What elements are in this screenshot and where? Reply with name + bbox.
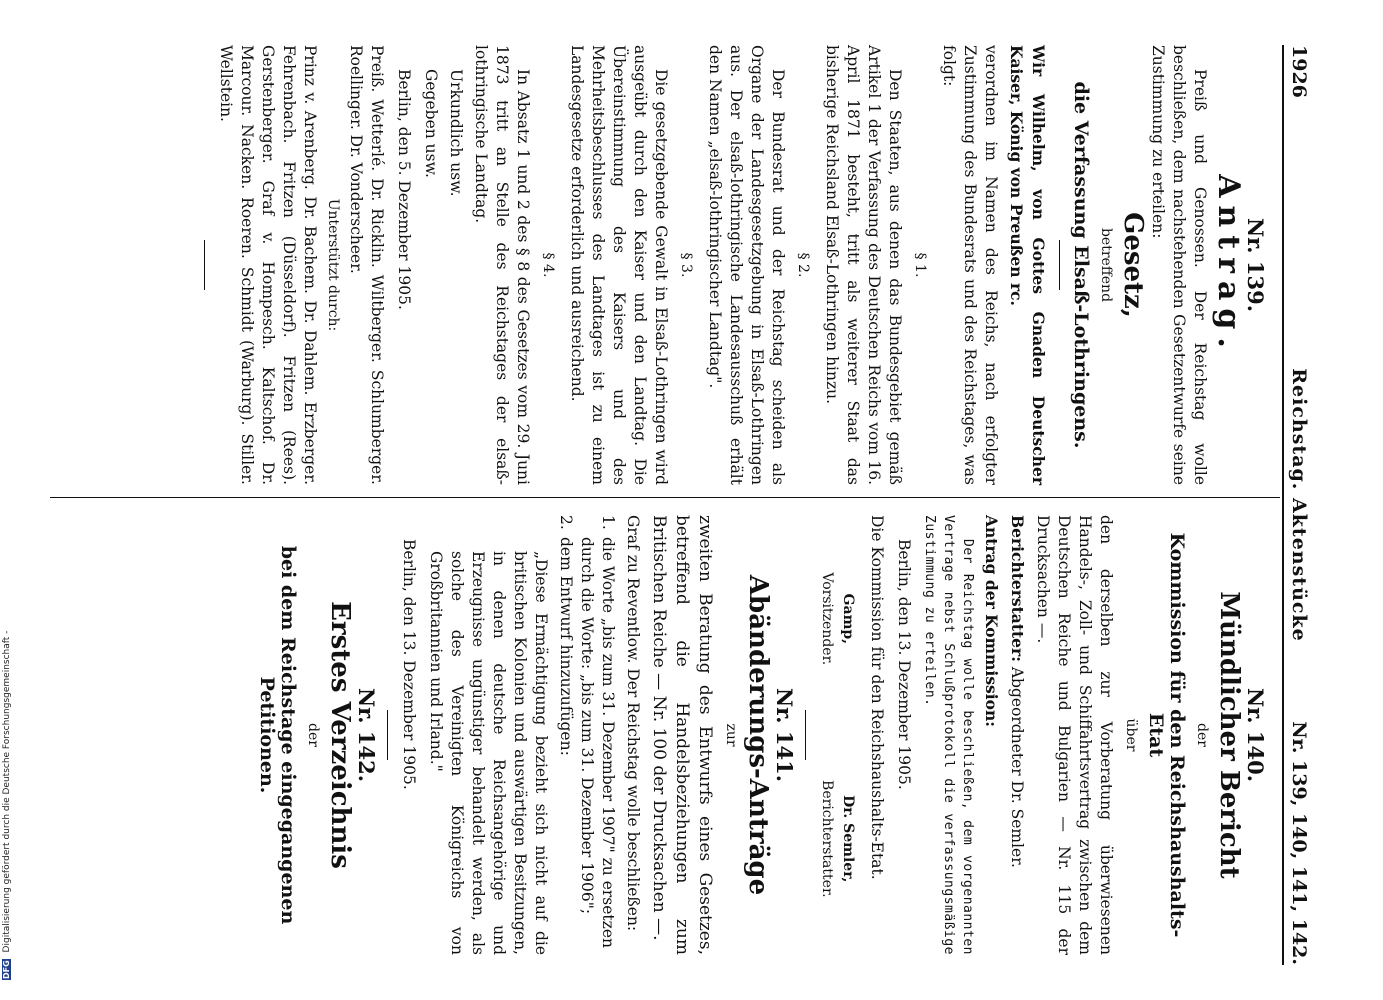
commission-motion-text: Der Reichstag wolle beschließen, dem vorgenannten Vertrage nebst Schlußprotokoll die verfassungsmäßige Zustimmung zu erteilen. — [922, 515, 975, 955]
amendment-intro: Graf zu Reventlow. Der Reichstag wolle beschließen: — [624, 515, 642, 932]
document-page — [20, 45, 1310, 965]
doc-140-number: Nr. 140. — [1243, 687, 1268, 783]
supported-by-label: Unterstützt durch: — [325, 198, 341, 332]
doc-141-date: Berlin, den 13. Dezember 1905. — [400, 539, 418, 790]
page-number: 1926 — [1288, 45, 1310, 98]
credit-text: Digitalisierung gefördert durch die Deutsche Forschungsgemeinschaft - — [2, 630, 12, 953]
section-2-label: § 2. — [795, 252, 811, 278]
commission-signature: Die Kommission für den Reichshaushalts-Etat. — [868, 515, 886, 880]
list-item: 2. dem Entwurf hinzuzufügen: — [557, 515, 575, 756]
doc-141-heading: Abänderungs-Anträge — [743, 574, 773, 896]
running-header — [1282, 45, 1310, 965]
betreffend-label: betreffend — [1098, 227, 1114, 303]
amendment-quote: „Diese Ermächtigung bezieht sich nicht auf die britischen Kolonien und auswärtigen Besitzungen, in denen deutsche Reichsangehörige und Erzeugnisse ungünstiger behandelt werden, als solche des Vereinigten Königreichs von Großbritannien und Irland." — [427, 551, 550, 955]
section-4-label: § 4. — [540, 252, 556, 278]
separator — [204, 240, 205, 290]
preamble-continued: verordnen im Namen des Reichs, nach erfolgter Zustimmung des Bundesrats und des Reichstages, was folgt: — [940, 45, 1000, 485]
der-label-2: der — [305, 723, 321, 747]
section-1-text: Den Staaten, aus denen das Bundesgebiet gemäß Artikel 1 der Verfassung des Deutschen Reichs vom 16. April 1871 besteht, tritt als weiterer Staat das bisherige Reichsland Elsaß-Lothringen hinzu. — [823, 45, 904, 485]
doc-140-date: Berlin, den 13. Dezember 1905. — [895, 539, 913, 790]
doc-139-signers: Preiß. Wetterlé. Dr. Ricklin. Wiltberger. Schlumberger. Roellinger. Dr. Vonderscheer. — [347, 45, 386, 485]
rapporteur: Berichterstatter: Abgeordneter Dr. Semler. — [1008, 515, 1027, 868]
dfg-logo: DFG — [2, 960, 11, 979]
der-label: der — [1194, 723, 1210, 747]
signature-chair: Gamp, Vorsitzender. — [819, 572, 856, 666]
scan-margin — [0, 0, 22, 1000]
separator — [1059, 240, 1060, 290]
urkundlich: Urkundlich usw. — [447, 69, 465, 197]
section-3-label: § 3. — [678, 252, 694, 278]
doc-140-heading: Mündlicher Bericht — [1214, 591, 1244, 879]
doc-142-number: Nr. 142. — [354, 687, 379, 783]
signatures — [816, 515, 858, 955]
right-column — [252, 515, 1270, 955]
ueber-label: über — [1123, 718, 1139, 752]
zur-label: zur — [723, 723, 739, 747]
doc-139-number: Nr. 139. — [1243, 217, 1268, 313]
gesetz-heading: Gesetz, — [1118, 212, 1148, 318]
doc-139-date: Berlin, den 5. Dezember 1905. — [395, 69, 413, 310]
header-title: Reichstag. Aktenstücke — [1288, 368, 1310, 642]
column-divider — [50, 497, 1280, 498]
doc-142-body: bei dem Reichstage eingegangenen Petitionen. — [256, 545, 299, 925]
doc-140-body: den derselben zur Vorberatung überwiesenen Handels-, Zoll- und Schiffahrtsvertrag zwischen dem Deutschen Reiche und Bulgarien — Nr. 115 der Drucksachen —. — [1034, 515, 1115, 955]
amendment-list — [555, 515, 618, 955]
doc-142-heading: Erstes Verzeichnis — [325, 601, 355, 869]
section-3-text: Die gesetzgebende Gewalt in Elsaß-Lothringen wird ausgeübt durch den Kaiser und den Landtag. Die Übereinstimmung des Kaisers und des Mehrheitsbeschlusses des Landtages ist zu einem Landesgesetze erforderlich und ausreichend. — [568, 45, 670, 485]
header-document-numbers: Nr. 139, 140, 141, 142. — [1288, 721, 1310, 965]
gegeben: Gegeben usw. — [422, 69, 440, 178]
separator — [805, 710, 806, 760]
doc-139-supporters: Prinz v. Arenberg. Dr. Bachem. Dr. Dahlem. Erzberger. Fehrenbach. Fritzen (Düsseldorf). Fritzen (Rees). Gerstenberger. Graf v. Hompesch. Kaltschof. Dr. Marcour. Nacken. Roeren. Schmidt (Warburg). Stiller. Wellstein. — [217, 45, 319, 485]
doc-141-body: zweiten Beratung des Entwurfs eines Gesetzes, betreffend die Handelsbeziehungen zum Britischen Reiche — Nr. 100 der Drucksachen —. — [649, 515, 715, 955]
commission-name: Kommission für den Reichshaushalts-Etat — [1145, 532, 1188, 938]
doc-141-number: Nr. 141. — [772, 687, 797, 783]
section-1-label: § 1. — [912, 252, 928, 278]
commission-motion-label: Antrag der Kommission: — [982, 515, 1001, 727]
doc-139-intro: Preiß und Genossen. Der Reichstag wolle beschließen, dem nachstehenden Gesetzentwurfe seine Zustimmung zu erteilen: — [1149, 45, 1209, 485]
section-2-text: Der Bundesrat und der Reichstag scheiden als Organe der Landesgesetzgebung in Elsaß-Lothringen aus. Der elsaß-lothringische Landesausschuß erhält den Namen „elsaß-lothringischer Landtag". — [706, 45, 787, 485]
left-column — [194, 45, 1270, 485]
preamble: Wir Wilhelm, von Gottes Gnaden Deutscher Kaiser, König von Preußen rc. — [1007, 45, 1048, 485]
doc-139-heading: Antrag. — [1211, 174, 1246, 356]
signature-rapporteur: Dr. Semler, Berichterstatter. — [819, 780, 856, 898]
section-4-text: In Absatz 1 und 2 des § 8 des Gesetzes vom 29. Juni 1873 tritt an Stelle des Reichstages der elsaß-lothringische Landtag. — [472, 45, 532, 485]
list-item: 1. die Worte „bis zum 31. Dezember 1907" zu ersetzen durch die Worte: „bis zum 31. Dezember 1906"; — [578, 515, 617, 948]
law-subject: die Verfassung Elsaß-Lothringens. — [1070, 81, 1092, 449]
digitization-credit — [2, 0, 20, 1000]
separator — [387, 710, 388, 760]
